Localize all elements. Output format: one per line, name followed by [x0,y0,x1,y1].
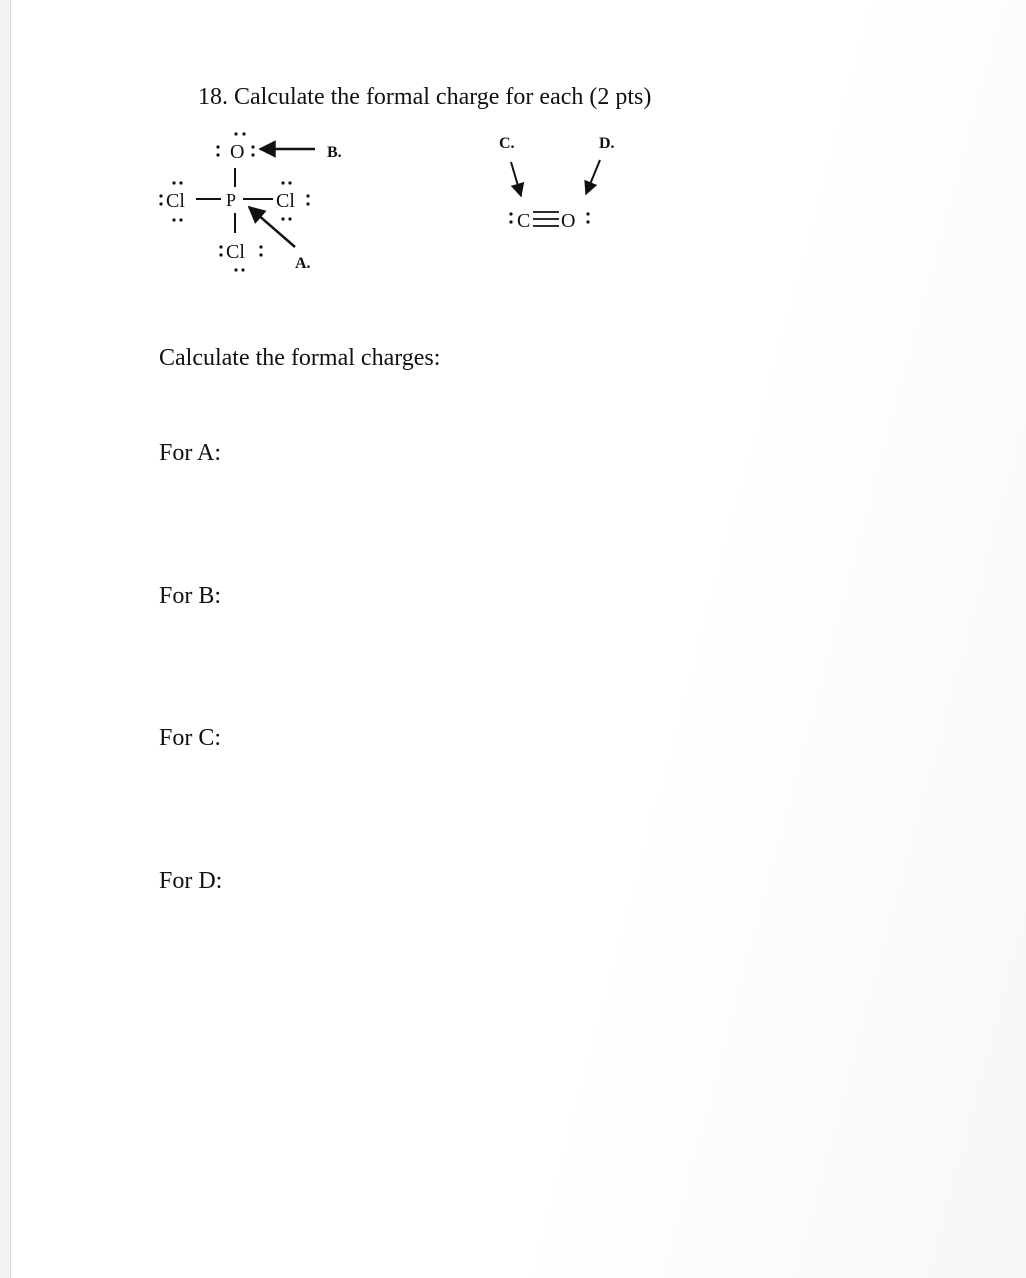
answer-a-label: For A: [159,440,222,466]
label-b: B. [327,144,342,161]
answer-d-label: For D: [159,868,223,894]
answer-b-label: For B: [159,583,222,609]
pocl3-structure [159,132,341,272]
lewis-structures-figure [11,0,1026,300]
atom-chlorine-right: Cl [276,190,295,212]
co-structure [499,135,615,232]
arrow-a [249,207,295,247]
atom-oxygen: O [230,141,245,163]
label-a: A. [295,255,311,272]
formal-charge-prompt: Calculate the formal charges: [159,345,441,371]
label-c: C. [499,135,515,152]
worksheet-page [10,0,1026,1278]
arrow-d [586,160,600,194]
atom-phosphorus: P [226,190,237,210]
arrow-c [511,162,521,196]
atom-carbon: C [517,210,531,232]
question-title: 18. Calculate the formal charge for each (2 pts) [198,84,652,110]
atom-oxygen-co: O [561,210,576,232]
label-d: D. [599,135,615,152]
atom-chlorine-left: Cl [166,190,185,212]
atom-chlorine-bottom: Cl [226,241,245,263]
answer-c-label: For C: [159,725,222,751]
